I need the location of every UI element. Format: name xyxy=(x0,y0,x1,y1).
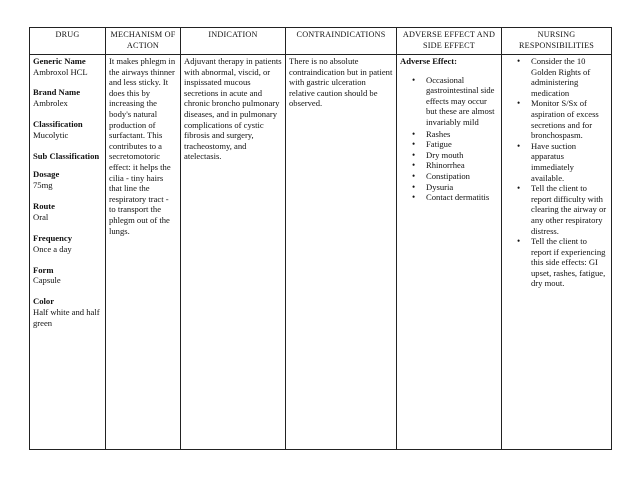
frequency-label: Frequency xyxy=(33,232,72,243)
list-item: • Dysuria xyxy=(426,182,498,193)
list-item: • Consider the 10 Golden Rights of administering medication xyxy=(531,56,608,98)
header-mechanism: MECHANISM OF ACTION xyxy=(106,28,181,55)
list-item: • Rhinorrhea xyxy=(426,160,498,171)
list-item: • Tell the client to report difficulty with clearing the airway or any other respiratory distress. xyxy=(531,183,608,236)
header-row xyxy=(30,28,612,55)
route-value: Oral xyxy=(33,211,49,222)
table-row xyxy=(30,55,612,450)
adverse-list xyxy=(400,75,498,203)
adverse-cell xyxy=(397,55,502,450)
header-nursing: NURSING RESPONSIBILITIES xyxy=(502,28,612,55)
header-adverse: ADVERSE EFFECT AND SIDE EFFECT xyxy=(397,28,502,55)
list-item: • Contact dermatitis xyxy=(426,192,498,203)
color-value: Half white and half green xyxy=(33,307,100,328)
mechanism-text: It makes phlegm in the airways thinner and less sticky. It does this by increasing the body's natural production of surfactant. This contributes to a secretomotoric effect: it helps the cilia - tiny hairs that line the respiratory tract - to transport the phlegm out of the lungs. xyxy=(109,56,176,236)
nursing-list xyxy=(505,56,608,289)
generic-name-value: Ambroxol HCL xyxy=(33,66,88,77)
drug-study-table xyxy=(29,27,612,450)
list-item: • Tell the client to report if experiencing this side effects: GI upset, rashes, fatigue, dry mout. xyxy=(531,236,608,289)
list-item: • Rashes xyxy=(426,129,498,140)
drug-cell xyxy=(30,55,106,450)
indication-text: Adjuvant therapy in patients with abnormal, viscid, or inspissated mucous secretions in acute and chronic broncho pulmonary diseases, and in pulmonary complications of cystic fibrosis and surgery, tracheostomy, and atelectasis. xyxy=(184,56,282,162)
color-label: Color xyxy=(33,296,55,307)
classification-value: Mucolytic xyxy=(33,129,69,140)
header-contraindications: CONTRAINDICATIONS xyxy=(286,28,397,55)
list-item: • Have suction apparatus immediately available. xyxy=(531,141,608,183)
dosage-value: 75mg xyxy=(33,179,53,190)
dosage-label: Dosage xyxy=(33,169,60,180)
generic-name-label: Generic Name xyxy=(33,56,86,66)
route-label: Route xyxy=(33,201,55,212)
classification-label: Classification xyxy=(33,118,83,129)
list-item: • Monitor S/Sx of aspiration of excess secretions and for bronchospasm. xyxy=(531,98,608,140)
adverse-title: Adverse Effect: xyxy=(400,56,458,66)
list-item: • Constipation xyxy=(426,171,498,182)
list-item: • Dry mouth xyxy=(426,150,498,161)
form-value: Capsule xyxy=(33,275,61,286)
header-drug: DRUG xyxy=(30,28,106,55)
list-item: • Fatigue xyxy=(426,139,498,150)
brand-name-label: Brand Name xyxy=(33,87,81,98)
header-indication: INDICATION xyxy=(181,28,286,55)
frequency-value: Once a day xyxy=(33,243,72,254)
list-item: • Occasional gastrointestinal side effects may occur but these are almost invariably mild xyxy=(426,75,498,128)
contraindications-text: There is no absolute contraindication but in patient with gastric ulceration relative caution should be observed. xyxy=(289,56,393,109)
form-label: Form xyxy=(33,264,54,275)
brand-name-value: Ambrolex xyxy=(33,97,68,108)
nursing-cell xyxy=(502,55,612,450)
sub-classification-label: Sub Classification xyxy=(33,150,100,161)
mechanism-cell xyxy=(106,55,181,450)
indication-cell xyxy=(181,55,286,450)
contraindications-cell xyxy=(286,55,397,450)
